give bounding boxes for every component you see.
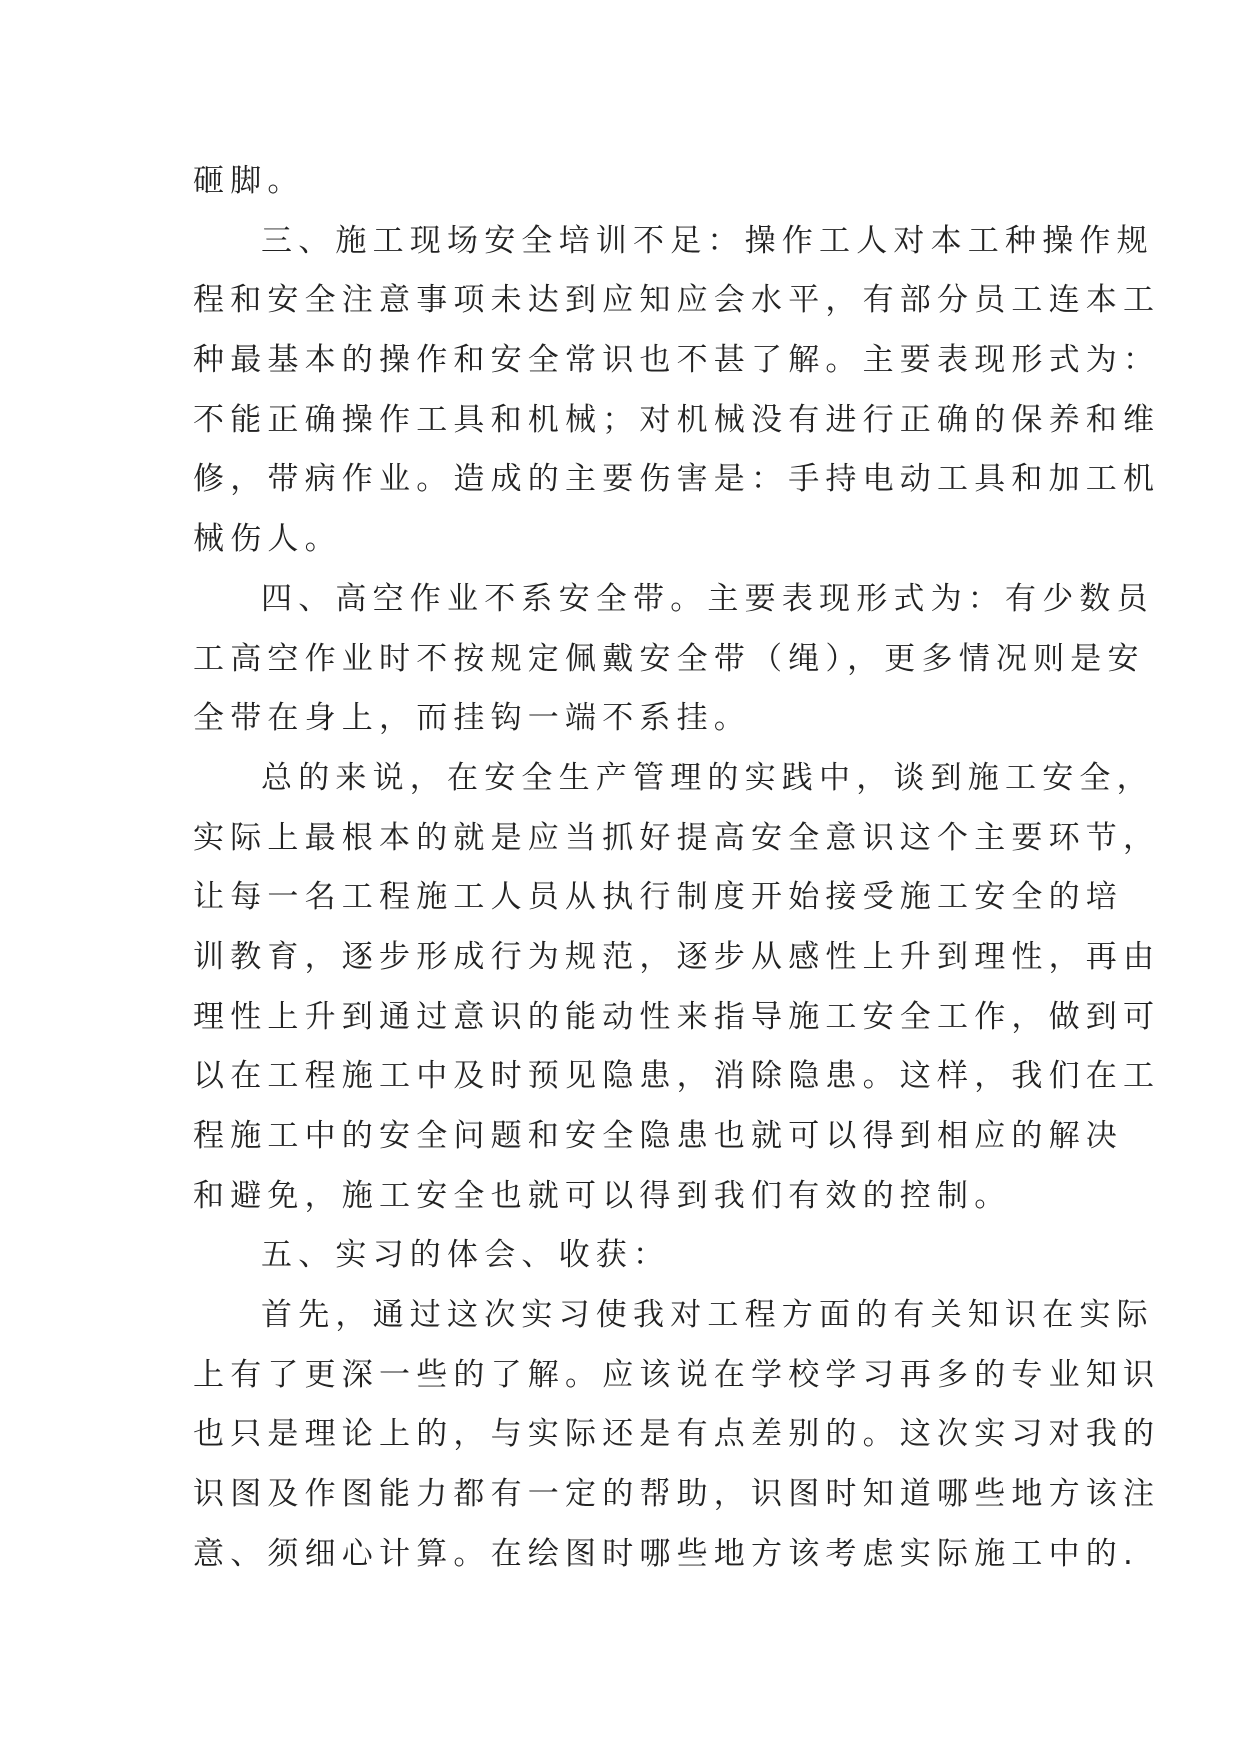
text-line: 实际上最根本的就是应当抓好提高安全意识这个主要环节，	[193, 819, 1161, 856]
text-line: 种最基本的操作和安全常识也不甚了解。主要表现形式为：	[193, 342, 1161, 379]
text-line: 四、高空作业不系安全带。主要表现形式为：有少数员	[261, 580, 1154, 617]
text-line: 不能正确操作工具和机械；对机械没有进行正确的保养和维	[193, 401, 1161, 438]
text-line: 以在工程施工中及时预见隐患，消除隐患。这样，我们在工	[193, 1058, 1161, 1095]
text-line: 理性上升到通过意识的能动性来指导施工安全工作，做到可	[193, 998, 1161, 1035]
text-line: 上有了更深一些的了解。应该说在学校学习再多的专业知识	[193, 1356, 1161, 1393]
document-body	[193, 152, 1161, 1585]
text-line: 训教育，逐步形成行为规范，逐步从感性上升到理性，再由	[193, 938, 1161, 975]
text-line: 让每一名工程施工人员从执行制度开始接受施工安全的培	[193, 879, 1123, 916]
text-line: 程和安全注意事项未达到应知应会水平，有部分员工连本工	[193, 282, 1161, 319]
text-line: 械伤人。	[193, 521, 342, 558]
text-line: 也只是理论上的，与实际还是有点差别的。这次实习对我的	[193, 1416, 1161, 1453]
text-line: 全带在身上，而挂钩一端不系挂。	[193, 700, 751, 737]
text-line: 和避免，施工安全也就可以得到我们有效的控制。	[193, 1177, 1012, 1214]
text-line: 程施工中的安全问题和安全隐患也就可以得到相应的解决	[193, 1118, 1123, 1154]
text-line: 修，带病作业。造成的主要伤害是：手持电动工具和加工机	[193, 461, 1161, 498]
text-line: 砸脚。	[193, 163, 305, 199]
text-line: 三、施工现场安全培训不足：操作工人对本工种操作规	[261, 222, 1154, 259]
text-line: 识图及作图能力都有一定的帮助，识图时知道哪些地方该注	[193, 1476, 1161, 1513]
text-line: 意、须细心计算。在绘图时哪些地方该考虑实际施工中的.	[193, 1535, 1140, 1572]
text-line: 首先，通过这次实习使我对工程方面的有关知识在实际	[261, 1297, 1154, 1334]
text-line: 工高空作业时不按规定佩戴安全带（绳），更多情况则是安	[193, 640, 1145, 677]
text-line: 五、实习的体会、收获：	[261, 1237, 671, 1274]
text-line: 总的来说，在安全生产管理的实践中，谈到施工安全，	[261, 759, 1154, 796]
